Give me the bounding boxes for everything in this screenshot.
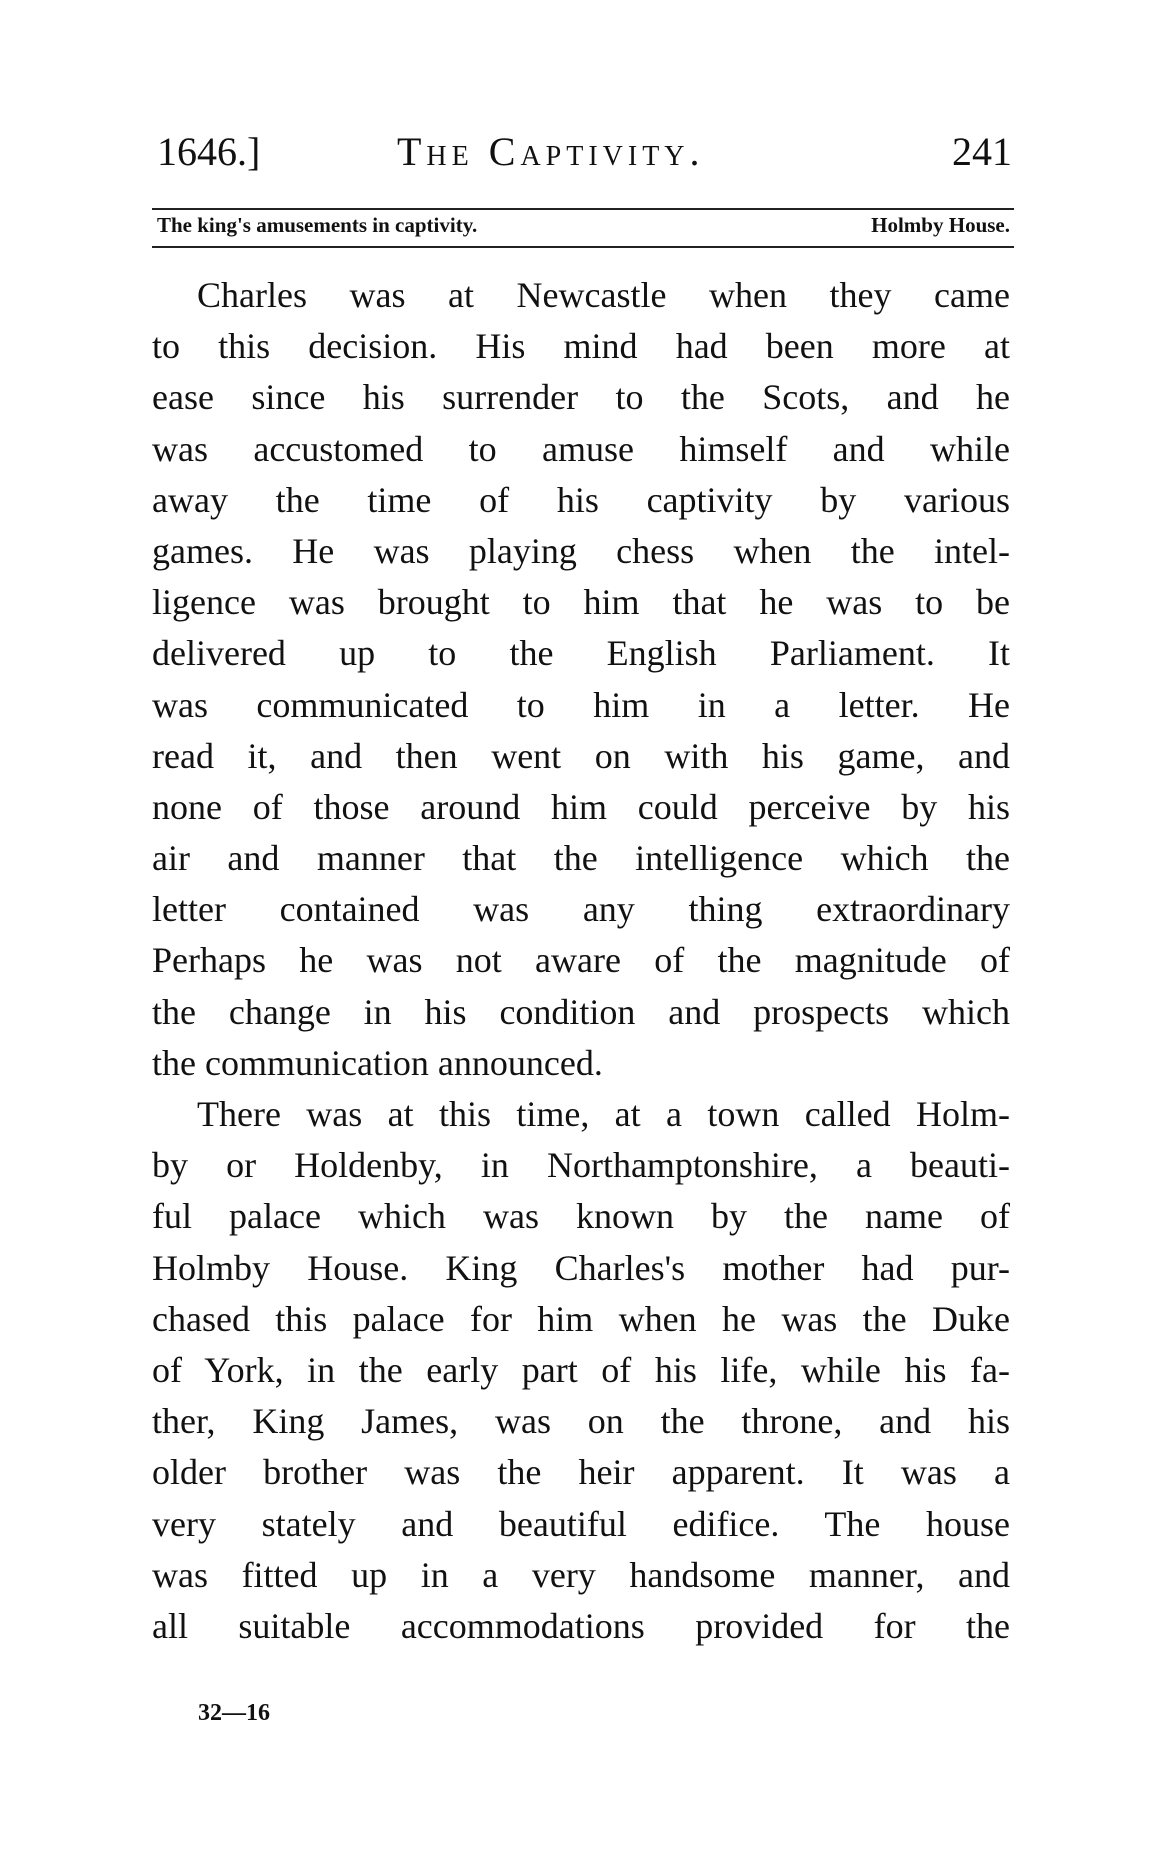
text-line: ful palace which was known by the name of [152,1196,1010,1237]
text-line: of York, in the early part of his life, while his fa- [152,1349,1010,1390]
text-line: There was at this time, at a town called Holm- [197,1094,1010,1134]
text-line: was communicated to him in a letter. He [152,684,1010,725]
subheader [157,213,1010,243]
text-line: games. He was playing chess when the intel- [152,530,1010,571]
text-line: the communication announced. [152,1042,603,1083]
signature-mark: 32—16 [198,1700,270,1726]
subheader-place: Holmby House. [871,213,1010,237]
text-line: none of those around him could perceive by his [152,786,1010,827]
text-line: chased this palace for him when he was the Duke [152,1298,1010,1339]
text-line: all suitable accommodations provided for the [152,1605,1010,1646]
text-line: Holmby House. King Charles's mother had pur- [152,1247,1010,1288]
text-line: ease since his surrender to the Scots, and he [152,377,1010,418]
text-line: away the time of his captivity by various [152,479,1010,520]
text-line: ther, King James, was on the throne, and his [152,1401,1010,1442]
page-number: 241 [952,129,1012,174]
header-rule-bottom [152,246,1014,248]
running-head-title: The Captivity. [397,129,705,174]
subheader-topic: The king's amusements in captivity. [157,213,478,237]
text-line: Charles was at Newcastle when they came [197,275,1010,315]
text-line: was accustomed to amuse himself and while [152,428,1010,469]
text-line: very stately and beautiful edifice. The house [152,1503,1010,1544]
text-line: ligence was brought to him that he was to be [152,582,1010,623]
body-text [152,270,1010,1652]
text-line: read it, and then went on with his game, and [152,735,1010,776]
text-line: was fitted up in a very handsome manner, and [152,1554,1010,1595]
text-line: to this decision. His mind had been more at [152,326,1010,367]
running-head [157,128,1012,184]
text-line: delivered up to the English Parliament. It [152,633,1010,674]
running-head-year: 1646.] [157,129,261,174]
paragraph-2 [152,1089,1010,1652]
header-rule-top [152,208,1014,210]
text-line: by or Holdenby, in Northamptonshire, a beauti- [152,1145,1010,1186]
text-line: the change in his condition and prospects which [152,991,1010,1032]
text-line: air and manner that the intelligence which the [152,838,1010,879]
paragraph-1 [152,270,1010,1089]
text-line: letter contained was any thing extraordinary [152,889,1010,930]
text-line: older brother was the heir apparent. It was a [152,1452,1010,1493]
text-line: Perhaps he was not aware of the magnitude of [152,940,1010,981]
